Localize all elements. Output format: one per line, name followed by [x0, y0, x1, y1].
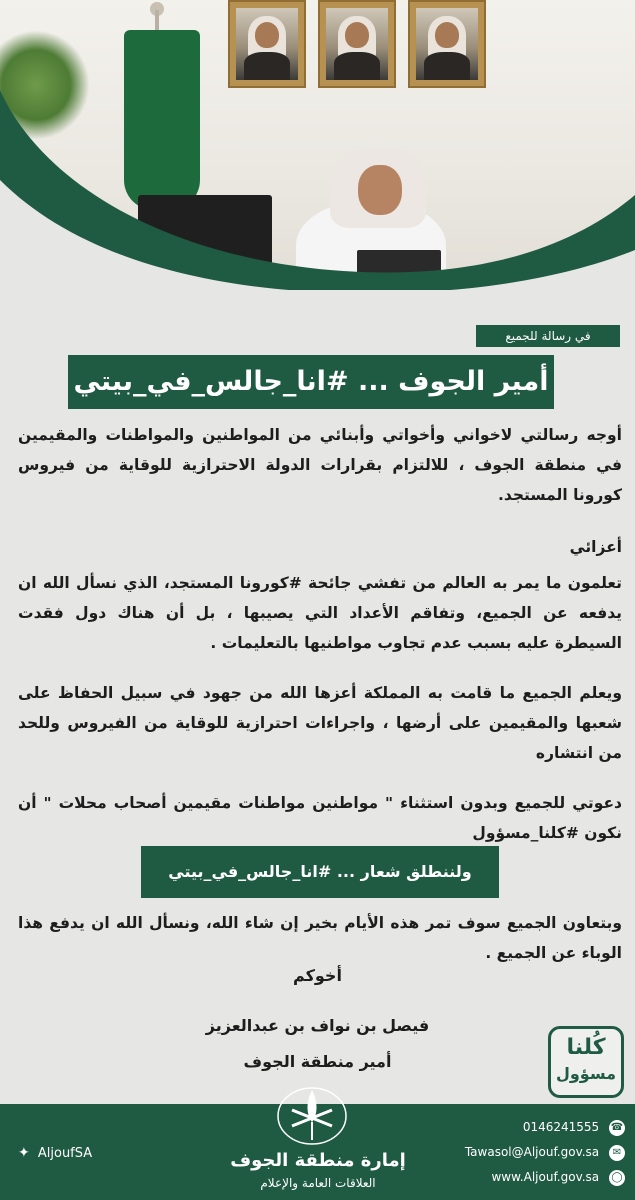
twitter-icon: ✦	[18, 1145, 30, 1161]
phone-icon: ☎	[609, 1120, 625, 1136]
footer-website: www.Aljouf.gov.sa	[491, 1170, 600, 1184]
globe-icon: ◯	[609, 1170, 625, 1186]
footer-email: Tawasol@Aljouf.gov.sa	[464, 1145, 600, 1159]
greeting: أعزائي	[569, 538, 622, 556]
paragraph-pandemic: تعلمون ما يمر به العالم من تفشي جائحة #كورونا المستجد، الذي نسأل الله ان يدفعه عن الجميع، وتفاقم الأعداد التي يصيبها ، بل أن هناك دول فقدت السيطرة عليه بسبب عدم تجاوب مواطنيها بالتعليمات .	[18, 574, 622, 652]
footer-email-row[interactable]	[405, 1141, 625, 1163]
footer-website-row[interactable]	[405, 1166, 625, 1188]
footer-twitter[interactable]	[18, 1144, 92, 1163]
footer-phone: 0146241555	[522, 1120, 600, 1134]
header-photo	[0, 0, 635, 290]
paragraph-closing: وبتعاون الجميع سوف تمر هذه الأيام بخير إن شاء الله، ونسأل الله ان يدفع هذا الوباء عن الجميع .	[18, 914, 622, 962]
badge-line2: مسؤول	[555, 1064, 617, 1083]
org-name: إمارة منطقة الجوف	[230, 1150, 406, 1171]
footer-phone-row[interactable]	[405, 1116, 625, 1138]
page-title: أمير الجوف ... #انا_جالس_في_بيتي	[68, 355, 554, 409]
signature-regards: أخوكم	[293, 966, 342, 985]
signature-title: أمير منطقة الجوف	[243, 1052, 392, 1071]
org-subtitle: العلاقات العامة والإعلام	[260, 1176, 376, 1190]
badge-line1: كُلنا	[566, 1035, 606, 1060]
section-tag: في رسالة للجميع	[476, 325, 620, 347]
signature-name: فيصل بن نواف بن عبدالعزيز	[205, 1016, 430, 1035]
green-swoosh	[0, 0, 635, 290]
kulna-masool-badge	[548, 1026, 624, 1098]
emblem-icon	[262, 1080, 362, 1150]
twitter-handle: AljoufSA	[37, 1146, 93, 1161]
slogan-banner: ولننطلق شعار ... #انا_جالس_في_بيتي	[141, 846, 499, 898]
email-icon: ✉	[609, 1145, 625, 1161]
footer-contacts	[405, 1116, 625, 1191]
paragraph-kingdom: ويعلم الجميع ما قامت به المملكة أعزها الله من جهود في سبيل الحفاظ على شعبها والمقيمين على أرضها ، واجراءات احترازية للوقاية من الفيروس وللحد من انتشاره	[18, 684, 622, 762]
paragraph-call: دعوتي للجميع وبدون استثناء " مواطنين مواطنات مقيمين أصحاب محلات " أن نكون #كلنا_مسؤول	[18, 794, 622, 842]
paragraph-intro: أوجه رسالتي لاخواني وأخواتي وأبنائي من المواطنين والمواطنات والمقيمين في منطقة الجوف ، للالتزام بقرارات الدولة الاحترازية للوقاية من فيروس كورونا المستجد.	[18, 426, 622, 504]
